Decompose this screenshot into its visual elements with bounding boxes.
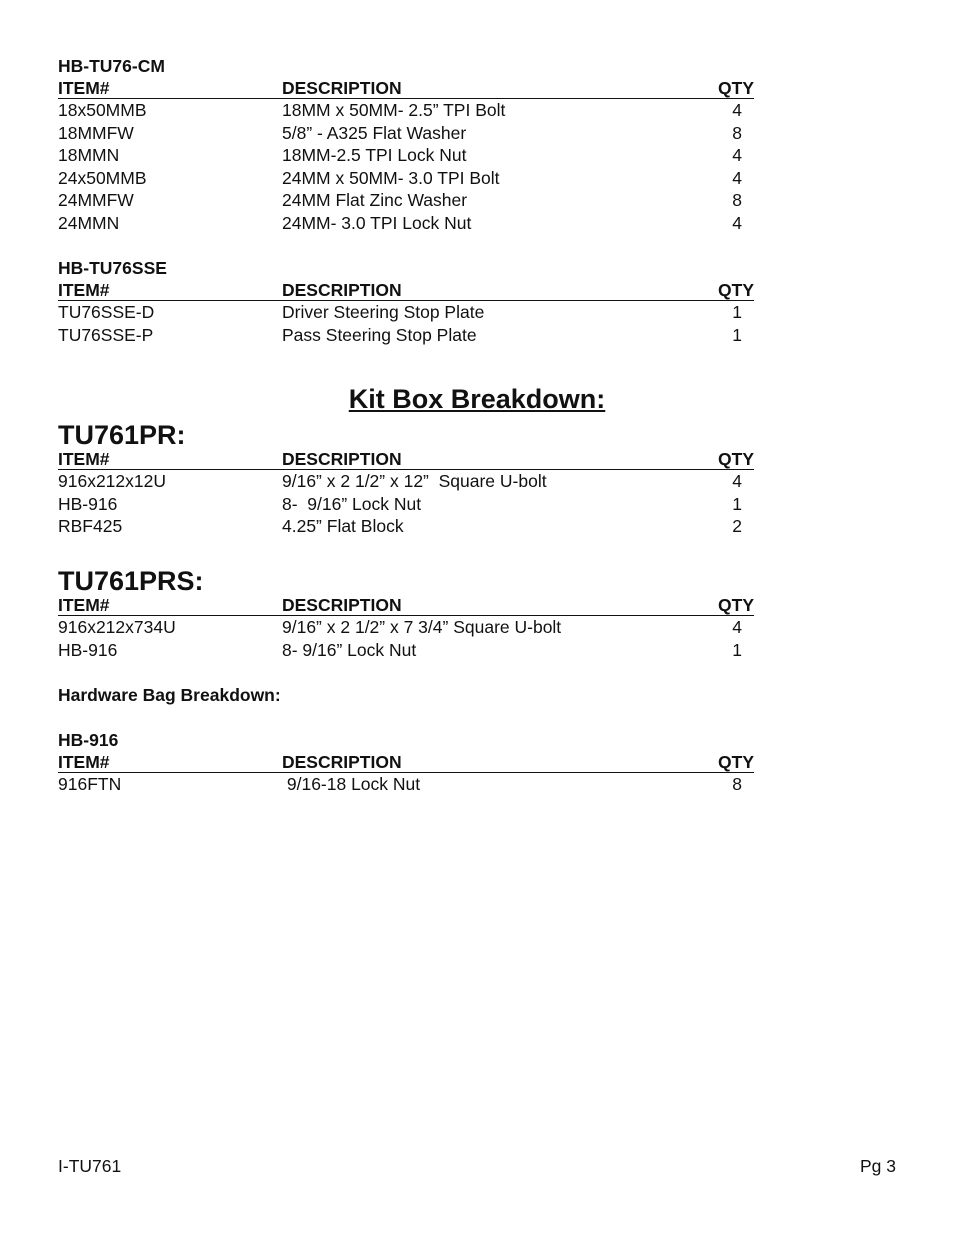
column-header-qty: QTY: [718, 280, 754, 300]
table-header: [58, 78, 754, 99]
item-description: 24MM Flat Zinc Washer: [282, 190, 468, 210]
table-row: [58, 616, 754, 639]
item-qty: 1: [732, 302, 742, 322]
item-qty: 4: [732, 617, 742, 637]
item-number: RBF425: [58, 516, 123, 536]
table-row: [58, 324, 754, 347]
parts-table-hb-916: [58, 752, 754, 796]
table-row: [58, 122, 754, 145]
column-header-description: DESCRIPTION: [282, 752, 402, 772]
table-header: [58, 280, 754, 301]
column-header-item: ITEM#: [58, 280, 110, 300]
item-number: 916FTN: [58, 774, 122, 794]
item-description: 9/16” x 2 1/2” x 12” Square U-bolt: [282, 471, 547, 491]
item-number: 24MMFW: [58, 190, 134, 210]
item-description: Pass Steering Stop Plate: [282, 324, 477, 345]
item-description: Driver Steering Stop Plate: [282, 302, 485, 322]
kit-box-breakdown-heading: [0, 384, 954, 414]
item-number: 916x212x12U: [58, 471, 166, 491]
parts-table-hb-tu76-cm: [58, 78, 754, 234]
table-row: [58, 99, 754, 122]
column-header-description: DESCRIPTION: [282, 595, 402, 615]
item-description: 18MM x 50MM- 2.5” TPI Bolt: [282, 100, 506, 120]
item-qty: 4: [732, 212, 742, 233]
column-header-description: DESCRIPTION: [282, 449, 402, 469]
parts-table-tu761pr: [58, 449, 754, 538]
item-number: HB-916: [58, 639, 118, 660]
table-row: [58, 144, 754, 167]
column-header-item: ITEM#: [58, 449, 110, 469]
item-qty: 2: [732, 516, 742, 536]
item-description: 8- 9/16” Lock Nut: [282, 493, 422, 514]
item-qty: 1: [732, 324, 742, 345]
section-title-hb-916: HB-916: [58, 730, 119, 750]
item-description: 5/8” - A325 Flat Washer: [282, 122, 467, 143]
item-number: 24MMN: [58, 212, 120, 233]
column-header-item: ITEM#: [58, 595, 110, 615]
item-qty: 1: [732, 639, 742, 660]
parts-table-tu761prs: [58, 595, 754, 661]
table-row: [58, 470, 754, 493]
section-title-tu761prs: TU761PRS:: [58, 566, 204, 596]
table-row: [58, 167, 754, 190]
table-row: [58, 515, 754, 538]
item-qty: 4: [732, 145, 742, 165]
parts-table-hb-tu76sse: [58, 280, 754, 346]
item-number: TU76SSE-D: [58, 302, 155, 322]
table-row: [58, 493, 754, 516]
item-description: 24MM- 3.0 TPI Lock Nut: [282, 212, 472, 233]
item-description: 9/16-18 Lock Nut: [282, 774, 421, 794]
column-header-qty: QTY: [718, 752, 754, 772]
footer-page-number: Pg 3: [860, 1156, 896, 1176]
column-header-description: DESCRIPTION: [282, 78, 402, 98]
item-qty: 1: [732, 493, 742, 514]
item-qty: 8: [732, 774, 742, 794]
item-number: 916x212x734U: [58, 617, 176, 637]
item-number: 18x50MMB: [58, 100, 147, 120]
item-qty: 8: [732, 122, 742, 143]
item-number: 18MMN: [58, 145, 120, 165]
column-header-qty: QTY: [718, 449, 754, 469]
footer-document-id: I-TU761: [58, 1156, 122, 1176]
column-header-item: ITEM#: [58, 78, 110, 98]
table-header: [58, 752, 754, 773]
section-title-hb-tu76-cm: HB-TU76-CM: [58, 56, 165, 76]
item-description: 9/16” x 2 1/2” x 7 3/4” Square U-bolt: [282, 617, 562, 637]
column-header-qty: QTY: [718, 78, 754, 98]
column-header-description: DESCRIPTION: [282, 280, 402, 300]
item-number: 18MMFW: [58, 122, 134, 143]
table-row: [58, 639, 754, 662]
column-header-qty: QTY: [718, 595, 754, 615]
item-description: 18MM-2.5 TPI Lock Nut: [282, 145, 467, 165]
hardware-bag-breakdown-heading: Hardware Bag Breakdown:: [58, 685, 281, 705]
item-number: HB-916: [58, 493, 118, 514]
item-qty: 4: [732, 167, 742, 188]
column-header-item: ITEM#: [58, 752, 110, 772]
section-title-tu761pr: TU761PR:: [58, 420, 186, 450]
kit-box-breakdown-text: Kit Box Breakdown:: [348, 384, 606, 414]
table-header: [58, 595, 754, 616]
item-number: 24x50MMB: [58, 167, 147, 188]
table-row: [58, 301, 754, 324]
table-header: [58, 449, 754, 470]
item-description: 4.25” Flat Block: [282, 516, 404, 536]
item-description: 8- 9/16” Lock Nut: [282, 639, 417, 660]
item-description: 24MM x 50MM- 3.0 TPI Bolt: [282, 167, 500, 188]
table-row: [58, 212, 754, 235]
item-number: TU76SSE-P: [58, 324, 154, 345]
item-qty: 4: [732, 471, 742, 491]
section-title-hb-tu76sse: HB-TU76SSE: [58, 258, 167, 278]
item-qty: 4: [732, 100, 742, 120]
item-qty: 8: [732, 190, 742, 210]
table-row: [58, 189, 754, 212]
table-row: [58, 773, 754, 796]
